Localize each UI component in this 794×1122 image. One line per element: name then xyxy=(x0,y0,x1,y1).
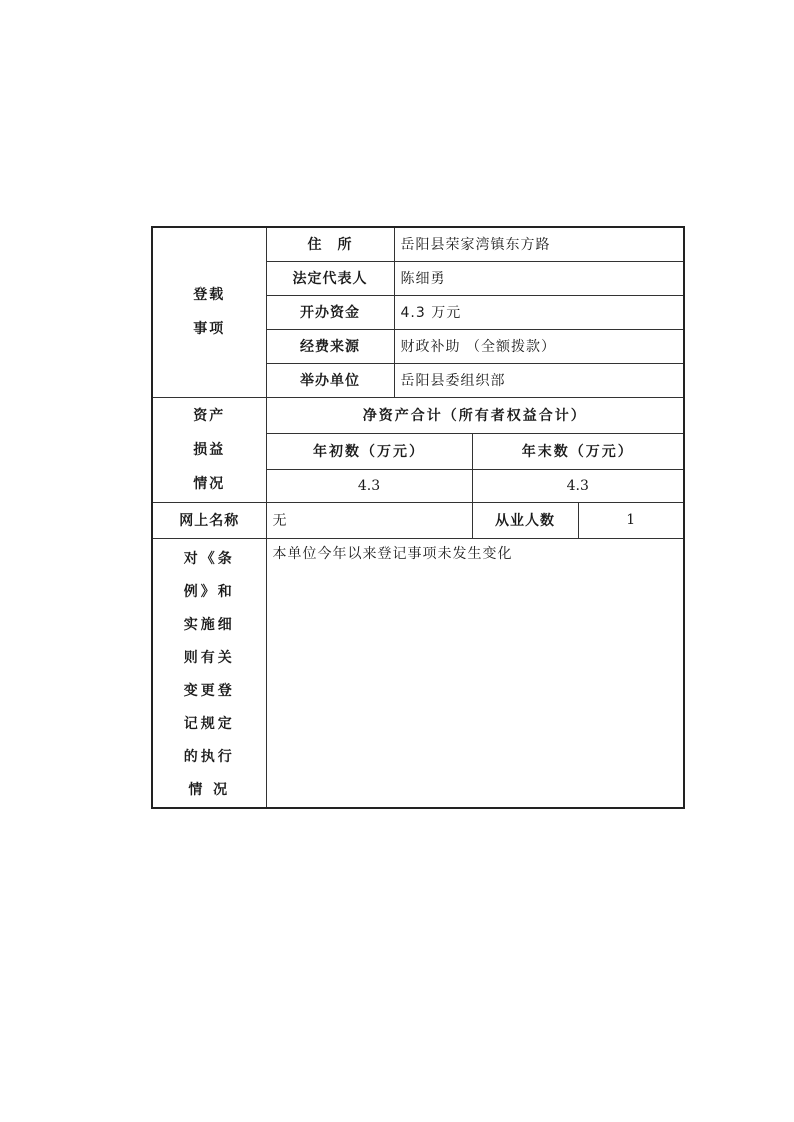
assets-label-line3: 情况 xyxy=(193,475,226,492)
staff-count-label: 从业人数 xyxy=(472,502,578,538)
execution-label-line8: 情 况 xyxy=(188,781,231,798)
assets-header-row xyxy=(152,397,684,433)
year-end-label: 年末数（万元） xyxy=(472,433,684,469)
registration-label-line1: 登载 xyxy=(193,287,226,304)
execution-label-line2: 例》和 xyxy=(183,583,235,600)
registration-section-label xyxy=(152,227,266,397)
execution-label-line5: 变更登 xyxy=(183,682,235,699)
execution-text: 本单位今年以来登记事项未发生变化 xyxy=(266,538,684,808)
address-value: 岳阳县荣家湾镇东方路 xyxy=(394,227,684,261)
execution-label-line7: 的执行 xyxy=(183,748,235,765)
sponsor-label: 举办单位 xyxy=(266,363,394,397)
execution-label-line3: 实施细 xyxy=(183,616,235,633)
online-name-label: 网上名称 xyxy=(152,502,266,538)
capital-value: 4.3 万元 xyxy=(394,295,684,329)
execution-label-line1: 对《条 xyxy=(183,550,235,567)
registration-row-address xyxy=(152,227,684,261)
funding-source-label: 经费来源 xyxy=(266,329,394,363)
funding-source-value: 财政补助 （全额拨款） xyxy=(394,329,684,363)
net-assets-header: 净资产合计（所有者权益合计） xyxy=(266,397,684,433)
registration-label-line2: 事项 xyxy=(193,321,226,338)
address-label: 住 所 xyxy=(266,227,394,261)
assets-label-line2: 损益 xyxy=(193,441,226,458)
legal-rep-value: 陈细勇 xyxy=(394,261,684,295)
year-end-value: 4.3 xyxy=(472,469,684,502)
execution-label-line4: 则有关 xyxy=(183,649,235,666)
assets-label-line1: 资产 xyxy=(193,407,226,424)
assets-section-label xyxy=(152,397,266,502)
execution-label xyxy=(152,538,266,808)
sponsor-value: 岳阳县委组织部 xyxy=(394,363,684,397)
capital-label: 开办资金 xyxy=(266,295,394,329)
online-name-value: 无 xyxy=(266,502,472,538)
execution-row xyxy=(152,538,684,808)
staff-count-value: 1 xyxy=(578,502,684,538)
execution-label-line6: 记规定 xyxy=(183,715,235,732)
year-start-value: 4.3 xyxy=(266,469,472,502)
legal-rep-label: 法定代表人 xyxy=(266,261,394,295)
online-row xyxy=(152,502,684,538)
annual-report-table xyxy=(151,226,685,809)
year-start-label: 年初数（万元） xyxy=(266,433,472,469)
